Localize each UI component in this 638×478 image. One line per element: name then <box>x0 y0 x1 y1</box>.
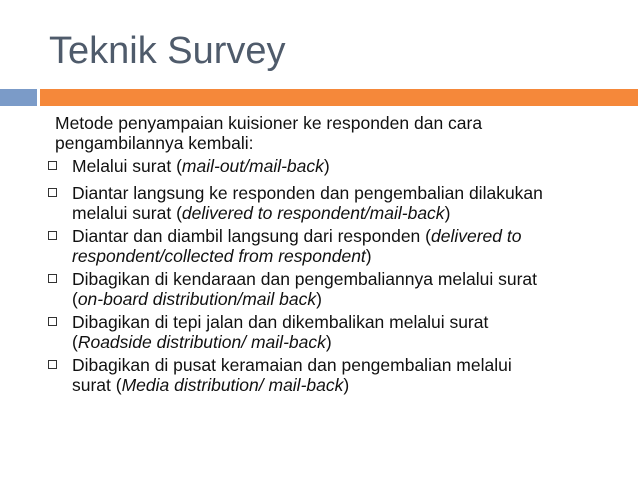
italic-run: respondent/collected from respondent <box>72 246 366 266</box>
square-bullet-icon <box>48 274 57 283</box>
intro-line: Metode penyampaian kuisioner ke responden dan cara <box>55 113 483 133</box>
square-bullet-icon <box>48 360 57 369</box>
text-run: Diantar langsung ke responden dan pengembalian dilakukan <box>72 183 543 203</box>
list-item-text <box>72 355 628 395</box>
text-run: ) <box>444 203 451 223</box>
text-run: melalui surat ( <box>72 203 182 223</box>
square-bullet-icon <box>48 188 57 197</box>
list-item-text <box>72 269 628 309</box>
italic-run: on-board distribution/mail back <box>77 289 317 309</box>
accent-bar-blue <box>0 89 37 106</box>
text-run: Dibagikan di kendaraan dan pengembaliannya melalui surat <box>72 269 538 289</box>
text-run: Dibagikan di tepi jalan dan dikembalikan melalui surat <box>72 312 489 332</box>
italic-run: mail-out/mail-back <box>181 156 324 176</box>
list-item-text <box>72 312 628 352</box>
text-run: ) <box>325 332 332 352</box>
list-item-text <box>72 226 628 266</box>
slide-title: Teknik Survey <box>49 30 286 72</box>
accent-bar-orange <box>40 89 638 106</box>
text-run: Diantar dan diambil langsung dari responden ( <box>72 226 431 246</box>
italic-run: delivered to respondent/mail-back <box>181 203 445 223</box>
intro-paragraph <box>55 113 615 153</box>
list-item-text <box>72 183 628 223</box>
text-run: surat ( <box>72 375 122 395</box>
text-run: Melalui surat ( <box>72 156 182 176</box>
text-run: ) <box>323 156 330 176</box>
italic-run: Roadside distribution/ mail-back <box>77 332 326 352</box>
list-item-text <box>72 156 628 176</box>
text-run: ) <box>316 289 322 309</box>
square-bullet-icon <box>48 231 57 240</box>
square-bullet-icon <box>48 161 57 170</box>
text-run: ( <box>72 289 78 309</box>
italic-run: delivered to <box>430 226 522 246</box>
square-bullet-icon <box>48 317 57 326</box>
text-run: Dibagikan di pusat keramaian dan pengembalian melalui <box>72 355 512 375</box>
text-run: ) <box>343 375 350 395</box>
italic-run: Media distribution/ mail-back <box>121 375 344 395</box>
text-run: ) <box>365 246 372 266</box>
text-run: ( <box>72 332 78 352</box>
intro-line: pengambilannya kembali: <box>55 133 254 153</box>
